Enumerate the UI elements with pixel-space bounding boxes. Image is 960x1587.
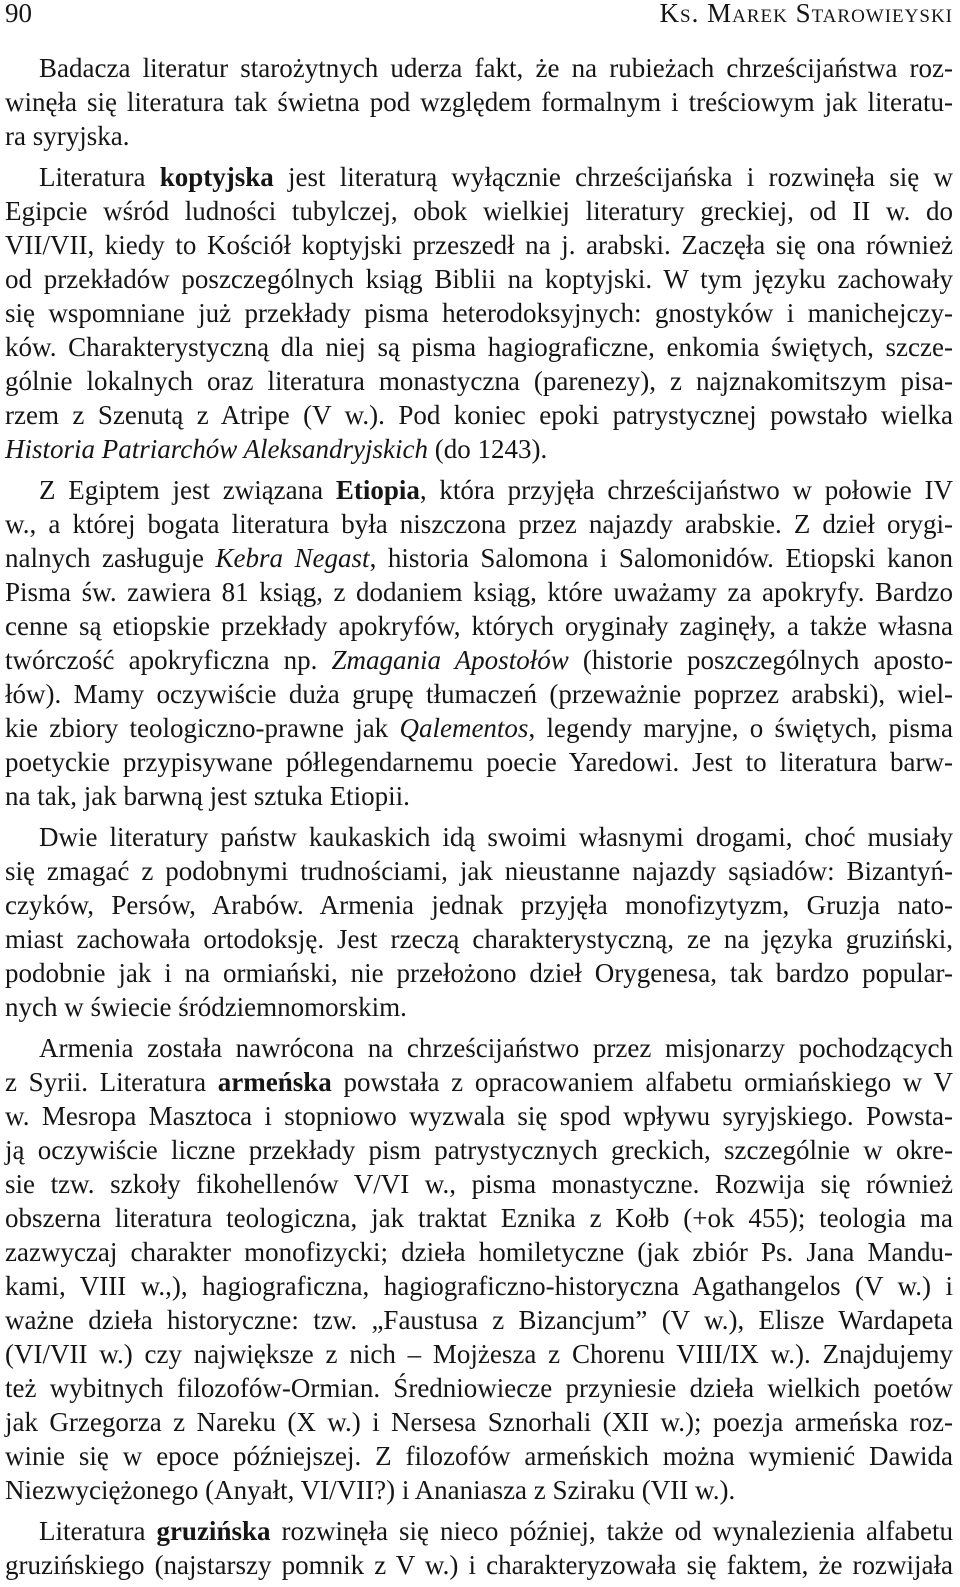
paragraph <box>5 51 953 153</box>
text-line: jak Grzegorza z Nareku (X w.) i Nersesa Sznorhali (XII w.); poezja armeńska roz- <box>5 1407 953 1437</box>
text-segment: (historie poszczególnych aposto- <box>568 645 954 675</box>
text-line: gólnie lokalnych oraz literatura monastyczna (parenezy), z najznakomitszym pisa- <box>5 366 953 396</box>
text-line: łów). Mamy oczywiście duża grupę tłumaczeń (przeważnie poprzez arabski), wiel- <box>5 679 953 709</box>
bold-term: koptyjska <box>159 162 274 192</box>
bold-term: gruzińska <box>156 1516 271 1546</box>
text-line <box>5 643 953 677</box>
text-line: Armenia została nawrócona na chrześcijaństwo przez misjonarzy pochodzących <box>39 1033 953 1063</box>
text-segment: nalnych zasługuje <box>5 543 216 573</box>
text-line <box>5 473 953 507</box>
text-line: Pisma św. zawiera 81 ksiąg, z dodaniem ksiąg, które uważamy za apokryfy. Bardzo <box>5 577 953 607</box>
text-line: czyków, Persów, Arabów. Armenia jednak przyjęła monofizytyzm, Gruzja nato- <box>5 890 953 920</box>
paragraph <box>5 1031 953 1507</box>
text-line <box>5 1514 953 1548</box>
text-segment: twórczość apokryficzna np. <box>5 645 332 675</box>
text-segment: Literatura <box>39 162 160 192</box>
text-line: ra syryjska. <box>5 121 130 151</box>
text-line: VII/VII, kiedy to Kościół koptyjski przeszedł na j. arabski. Zaczęła się ona również <box>5 230 953 260</box>
text-segment: (do 1243). <box>427 434 548 464</box>
bold-term: armeńska <box>217 1067 332 1097</box>
italic-title: Qalementos <box>399 713 529 743</box>
text-line: sie tzw. szkoły fikohellenów V/VI w., pisma monastyczne. Rozwija się również <box>5 1169 953 1199</box>
text-line: ją oczywiście liczne przekłady pism patrystycznych greckich, szczególnie w okre- <box>5 1135 953 1165</box>
text-line: się wspomniane już przekłady pisma heterodoksyjnych: gnostyków i manichejczy- <box>5 298 953 328</box>
text-line: ważne dzieła historyczne: tzw. „Faustusa z Bizancjum” (V w.), Elisze Wardapeta <box>5 1305 953 1335</box>
text-segment: z Syrii. Literatura <box>5 1067 218 1097</box>
text-line: miast zachowała ortodoksję. Jest rzeczą charakterystyczną, ze na języka gruziński, <box>5 924 953 954</box>
text-line: Badacza literatur starożytnych uderza fakt, że na rubieżach chrześcijaństwa roz- <box>39 53 953 83</box>
text-segment: Literatura <box>39 1516 157 1546</box>
text-line: winęła się literatura tak świetna pod względem formalnym i treściowym jak literatu- <box>5 87 953 117</box>
text-line: rzem z Szenutą z Atripe (V w.). Pod koniec epoki patrystycznej powstało wielka <box>5 400 953 430</box>
text-line: kami, VIII w.,), hagiograficzna, hagiograficzno-historyczna Agathangelos (V w.) i <box>5 1271 953 1301</box>
text-line: na tak, jak barwną jest sztuka Etiopii. <box>5 781 410 811</box>
text-line <box>5 432 953 466</box>
body-text <box>5 51 953 1587</box>
text-line <box>5 1065 953 1099</box>
text-segment: Z Egiptem jest związana <box>39 475 336 505</box>
text-line: zazwyczaj charakter monofizycki; dzieła homiletyczne (jak zbiór Ps. Jana Mandu- <box>5 1237 953 1267</box>
running-head-author: Ks. Marek Starowieyski <box>659 0 953 28</box>
text-line: podobnie jak i na ormiański, nie przełożono dzieł Orygenesa, tak bardzo popular- <box>5 958 953 988</box>
running-header <box>5 0 953 27</box>
paragraph <box>5 1514 953 1582</box>
text-segment: , legendy maryjne, o świętych, pisma <box>528 713 953 743</box>
text-segment: kie zbiory teologiczno-prawne jak <box>5 713 400 743</box>
text-line: Egipcie wśród ludności tubylczej, obok wielkiej literatury greckiej, od II w. do <box>5 196 953 226</box>
text-line <box>5 541 953 575</box>
text-line: cenne są etiopskie przekłady apokryfów, których oryginały zaginęły, a także własna <box>5 611 953 641</box>
italic-title: Historia Patriarchów Aleksandryjskich <box>5 434 428 464</box>
text-line: poetyckie przypisywane półlegendarnemu poecie Yaredowi. Jest to literatura barw- <box>5 747 953 777</box>
page-number: 90 <box>5 0 32 28</box>
text-segment: , historia Salomona i Salomonidów. Etiopski kanon <box>369 543 953 573</box>
text-line: w. Mesropa Masztoca i stopniowo wyzwala się spod wpływu syryjskiego. Powsta- <box>5 1101 953 1131</box>
paragraph <box>5 160 953 466</box>
text-line: (VI/VII w.) czy największe z nich – Mojżesza z Chorenu VIII/IX w.). Znajdujemy <box>5 1339 953 1369</box>
text-line: w., a której bogata literatura była niszczona przez najazdy arabskie. Z dzieł orygi- <box>5 509 953 539</box>
text-line: ków. Charakterystyczną dla niej są pisma hagiograficzne, enkomia świętych, szcze- <box>5 332 953 362</box>
text-line: winie się w epoce późniejszej. Z filozofów armeńskich można wymienić Dawida <box>5 1441 953 1471</box>
text-line: też wybitnych filozofów-Ormian. Średniowiecze przyniesie dzieła wielkich poetów <box>5 1373 953 1403</box>
text-line: Dwie literatury państw kaukaskich idą swoimi własnymi drogami, choć musiały <box>39 822 953 852</box>
text-line: obszerna literatura teologiczna, jak traktat Eznika z Kołb (+ok 455); teologia ma <box>5 1203 953 1233</box>
text-line <box>5 160 953 194</box>
text-line: Niezwyciężonego (Anyałt, VI/VII?) i Ananiasza z Sziraku (VII w.). <box>5 1475 736 1505</box>
text-line: nych w świecie śródziemnomorskim. <box>5 992 407 1022</box>
italic-title: Kebra Negast <box>215 543 370 573</box>
paragraph <box>5 473 953 813</box>
text-segment: rozwinęła się nieco później, także od wynalezienia alfabetu <box>270 1516 954 1546</box>
italic-title: Zmagania Apostołów <box>331 645 569 675</box>
bold-term: Etiopia <box>335 475 420 505</box>
text-segment: powstała z opracowaniem alfabetu ormiańskiego w V <box>331 1067 953 1097</box>
text-segment: , która przyjęła chrześcijaństwo w połowie IV <box>419 475 953 505</box>
text-line: się zmagać z podobnymi trudnościami, jak nieustanne najazdy sąsiadów: Bizantyń- <box>5 856 953 886</box>
paragraph <box>5 820 953 1024</box>
text-line <box>5 711 953 745</box>
text-line: od przekładów poszczególnych ksiąg Biblii na koptyjski. W tym języku zachowały <box>5 264 953 294</box>
text-segment: jest literaturą wyłącznie chrześcijańska i rozwinęła się w <box>273 162 953 192</box>
text-line: gruzińskiego (najstarszy pomnik z V w.) i charakteryzowała się faktem, że rozwijała <box>5 1550 953 1580</box>
